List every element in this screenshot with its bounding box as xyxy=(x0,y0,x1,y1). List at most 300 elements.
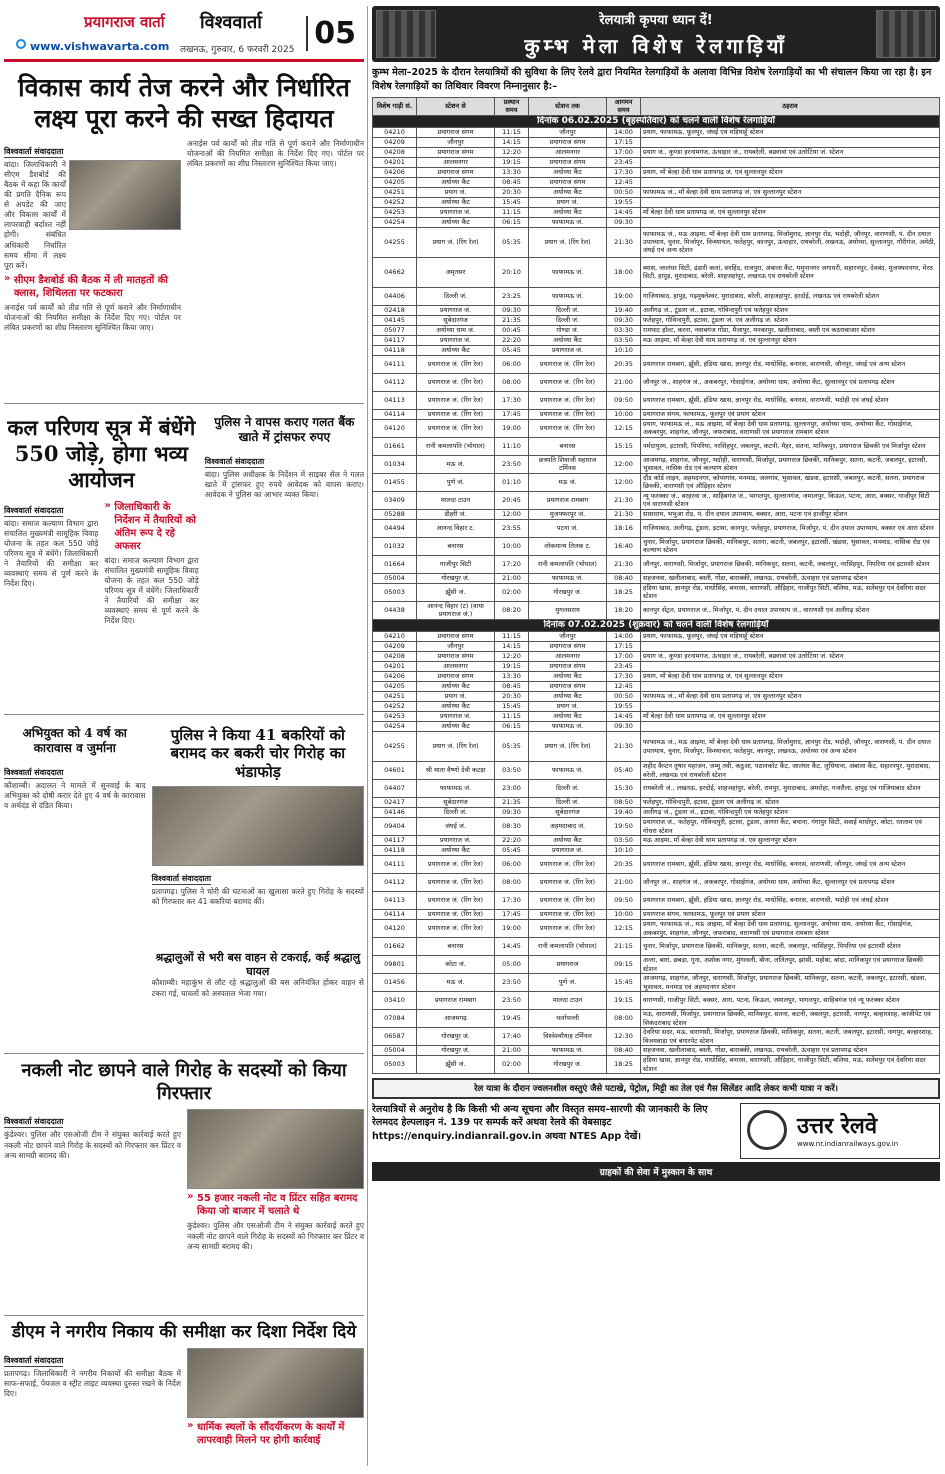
stoppages xyxy=(641,197,940,207)
column-divider xyxy=(367,6,368,1466)
globe-icon xyxy=(16,39,26,49)
arrival-time: 15:45 xyxy=(607,974,641,992)
to-station: बनारस xyxy=(529,437,607,455)
from-station: प्रयागराज जं. xyxy=(417,305,495,315)
from-station: प्रयागराज संगम xyxy=(417,167,495,177)
arrival-time: 12:00 xyxy=(607,473,641,491)
from-station: प्रयागराज जं. xyxy=(417,836,495,846)
northern-railway-logo xyxy=(740,1103,940,1159)
arrival-time: 19:00 xyxy=(607,287,641,305)
stoppages: चुनार, मिर्जापुर, प्रयागराज छिवकी, मानिकपुर, सतना, कटनी, जबलपुर, नरसिंहपुर, पिपरिया एवं इटारसी स्टेशन xyxy=(641,938,940,956)
arrival-time: 03:30 xyxy=(607,325,641,335)
from-station: प्रयागराज जं. (रिंग रेल) xyxy=(417,373,495,391)
train-number: 04253 xyxy=(373,207,417,217)
train-row xyxy=(373,519,940,537)
departure-time: 09:30 xyxy=(495,808,529,818)
to-station: अयोध्या कैंट xyxy=(529,335,607,345)
from-station: कोटा जं. xyxy=(417,956,495,974)
train-row xyxy=(373,1028,940,1046)
train-row xyxy=(373,167,940,177)
page-number: 05 xyxy=(306,16,356,51)
stoppages: प्रयागराज रामबाग, झूँसी, हंडिया खास, ज्ञानपुर रोड, माधोसिंह, बनारस, वाराणसी, जौनपुर, जंघई एवं अन्य स्टेशन xyxy=(641,856,940,874)
train-number: 04114 xyxy=(373,910,417,920)
train-number: 04120 xyxy=(373,920,417,938)
kumbh-title: कुम्भ मेला विशेष रेलगाड़ियाँ xyxy=(524,34,788,58)
departure-time: 23:00 xyxy=(495,780,529,798)
arrival-time: 10:10 xyxy=(607,345,641,355)
train-row xyxy=(373,197,940,207)
to-station: दिल्ली जं. xyxy=(529,315,607,325)
stoppages: अलीगढ़ जं., टूंडला जं., इटावा, गोविन्दपुरी एवं फतेहपुर स्टेशन xyxy=(641,305,940,315)
arrival-time: 17:15 xyxy=(607,137,641,147)
train-number: 04208 xyxy=(373,652,417,662)
from-station: प्रयागराज जं. (रिंग रेल) xyxy=(417,856,495,874)
arrival-time: 21:00 xyxy=(607,874,641,892)
departure-time: 08:45 xyxy=(495,682,529,692)
from-station: गाजीपुर सिटी xyxy=(417,555,495,573)
brand-vishwavarta: विश्ववार्ता xyxy=(200,12,262,33)
arrival-time: 08:40 xyxy=(607,573,641,583)
story4-headline: अभियुक्त को 4 वर्ष का कारावास व जुर्माना xyxy=(22,725,127,755)
train-row xyxy=(373,345,940,355)
departure-time: 17:30 xyxy=(495,892,529,910)
review-meeting-photo xyxy=(187,1348,364,1418)
train-row xyxy=(373,856,940,874)
stoppages: प्रयाग जं., कुण्डा हरनामगंज, ऊंचाहार जं., रायबरेली, बछरावां एवं उतरेटिया जं. स्टेशन xyxy=(641,652,940,662)
stoppages: प्रयागराज संगम, फाफामऊ, फूलपुर एवं प्रयाग स्टेशन xyxy=(641,409,940,419)
stoppages: फाफामऊ जं., माँ बेल्हा देवी धाम प्रतापगढ़ जं. एवं सुल्तानपुर स्टेशन xyxy=(641,692,940,702)
from-station: प्रयागराज जं. xyxy=(417,335,495,345)
departure-time: 22:20 xyxy=(495,335,529,345)
arrival-time: 18:25 xyxy=(607,583,641,601)
departure-time: 23:25 xyxy=(495,287,529,305)
from-station: अयोध्या कैंट xyxy=(417,682,495,692)
story1-byline: विश्ववार्ता संवाददाता xyxy=(4,146,64,156)
departure-time: 17:45 xyxy=(495,910,529,920)
stoppages: रामघाट हॉल्ट, करना, नवाबगंज गोंडा, मैजापुर, मनकापुर, खलीलाबाद, बस्ती एवं कठराबाजार स्टेशन xyxy=(641,325,940,335)
train-number: 04117 xyxy=(373,335,417,345)
train-number: 03409 xyxy=(373,491,417,509)
from-station: प्रयागराज संगम xyxy=(417,632,495,642)
train-row xyxy=(373,956,940,974)
train-number: 04205 xyxy=(373,177,417,187)
arrival-time: 03:50 xyxy=(607,836,641,846)
train-row xyxy=(373,537,940,555)
from-station: जौनपुर xyxy=(417,137,495,147)
stoppages: गाजियाबाद, अलीगढ़, टूंडला, इटावा, कानपुर, फतेहपुर, प्रयागराज, मिर्जापुर, पं. दीन दयाल उपाध्याय, बक्सर एवं आरा स्टेशन xyxy=(641,519,940,537)
train-number: 04206 xyxy=(373,672,417,682)
to-station: प्रयागराज जं. (रिंग रेल) xyxy=(529,910,607,920)
departure-time: 05:45 xyxy=(495,345,529,355)
train-number: 01662 xyxy=(373,938,417,956)
from-station: झूँसी जं. xyxy=(417,583,495,601)
arrival-time: 12:15 xyxy=(607,419,641,437)
to-station: अयोध्या कैंट xyxy=(529,692,607,702)
departure-time: 05:35 xyxy=(495,732,529,762)
story1-pullquote: » सीएम डैशबोर्ड की बैठक में ली मातहतों की क्लास, शिथिलता पर फटकारा xyxy=(4,271,181,303)
from-station: प्रयाग जं. xyxy=(417,692,495,702)
departure-time: 12:20 xyxy=(495,147,529,157)
from-station: प्रयागराज संगम xyxy=(417,127,495,137)
story7-pullquote: » 55 हजार नकली नोट व प्रिंटर सहित बरामद किया जो बाजार में चलाते थे xyxy=(187,1189,364,1221)
arrival-time: 19:50 xyxy=(607,818,641,836)
stoppages: प्रयाग, फाफामऊ, फूलपुर, जंघई एवं मड़ियाहूँ स्टेशन xyxy=(641,632,940,642)
train-number: 04201 xyxy=(373,662,417,672)
train-number: 04201 xyxy=(373,157,417,167)
train-number: 02417 xyxy=(373,798,417,808)
to-station: फाफामऊ जं. xyxy=(529,1046,607,1056)
train-number: 04252 xyxy=(373,702,417,712)
stoppages: शहीद कैप्टन तुषार महाजन, जम्मू तवी, कठुआ, पठानकोट कैंट, जालंधर कैंट, लुधियाना, अंबाला कैंट, सहारनपुर, मुरादाबाद, बरेली, लखनऊ एवं रायबरेली स्टेशन xyxy=(641,762,940,780)
from-station: प्रयागराज संगम xyxy=(417,652,495,662)
arrival-time: 20:35 xyxy=(607,355,641,373)
arrival-time: 12:45 xyxy=(607,177,641,187)
to-station: फाफामऊ जं. xyxy=(529,257,607,287)
train-number: 04255 xyxy=(373,732,417,762)
safety-notice: रेल यात्रा के दौरान ज्वलनशील वस्तुएं जैसे पटाखे, पेट्रोल, मिट्टी का तेल एवं गैस सिलेंडर आदि लेकर कभी यात्रा न करें। xyxy=(372,1078,940,1099)
train-number: 04111 xyxy=(373,856,417,874)
train-number: 01455 xyxy=(373,473,417,491)
train-row xyxy=(373,702,940,712)
departure-time: 05:00 xyxy=(495,956,529,974)
departure-time: 11:15 xyxy=(495,712,529,722)
train-row xyxy=(373,662,940,672)
departure-time: 08:00 xyxy=(495,874,529,892)
to-station: प्रयागराज जं. (रिंग रेल) xyxy=(529,892,607,910)
train-number: 04205 xyxy=(373,682,417,692)
train-row xyxy=(373,207,940,217)
to-station: अयोध्या कैंट xyxy=(529,712,607,722)
logo-url[interactable]: www.nr.indianrailways.gov.in xyxy=(797,1140,899,1149)
dateline: लखनऊ, गुरुवार, 6 फरवरी 2025 xyxy=(180,45,295,55)
from-station: प्रयागराज जं. xyxy=(417,712,495,722)
stoppages: मऊ आइमा, माँ बेल्हा देवी धाम प्रतापगढ़ जं. एवं सुल्तानपुर स्टेशन xyxy=(641,335,940,345)
arrival-time: 10:00 xyxy=(607,409,641,419)
divider xyxy=(4,1315,364,1316)
train-row xyxy=(373,555,940,573)
to-station: अयोध्या कैंट xyxy=(529,167,607,177)
from-station: अयोध्या कैंट xyxy=(417,177,495,187)
stoppages: मऊ आइमा, माँ बेल्हा देवी धाम प्रतापगढ़ जं. एवं सुल्तानपुर स्टेशन xyxy=(641,836,940,846)
to-station: रानी कमलापति (भोपाल) xyxy=(529,555,607,573)
to-station: प्रयाग जं. xyxy=(529,702,607,712)
from-station: रानी कमलापति (भोपाल) xyxy=(417,437,495,455)
train-number: 03410 xyxy=(373,992,417,1010)
to-station: अयोध्या कैंट xyxy=(529,672,607,682)
from-station: गोरखपुर जं. xyxy=(417,1046,495,1056)
to-station: प्रयागराज जं. (रिंग रेल) xyxy=(529,419,607,437)
stoppages xyxy=(641,137,940,147)
stoppages xyxy=(641,682,940,692)
train-row xyxy=(373,920,940,938)
to-station: चर्लापल्ली xyxy=(529,1010,607,1028)
arrival-time: 14:45 xyxy=(607,207,641,217)
arrival-time: 19:40 xyxy=(607,808,641,818)
train-number: 02418 xyxy=(373,305,417,315)
logo-name: उत्तर रेलवे xyxy=(797,1113,878,1140)
train-number: 04120 xyxy=(373,419,417,437)
story1-headline: विकास कार्य तेज करने और निर्धारित लक्ष्य पूरा करने की सख्त हिदायत xyxy=(18,73,350,134)
train-row xyxy=(373,892,940,910)
train-number: 04255 xyxy=(373,227,417,257)
to-station: आलमनगर xyxy=(529,147,607,157)
story3-headline: पुलिस ने वापस कराए गलत बैंक खाते में ट्रांसफर रुपए xyxy=(214,414,355,444)
from-station: प्रयाग जं. (रिंग रेल) xyxy=(417,732,495,762)
to-station: रानी कमलापति (भोपाल) xyxy=(529,938,607,956)
stoppages: हंडिया खास, ज्ञानपुर रोड, माधोसिंह, बनारस, वाराणसी, औड़िहार, गाजीपुर सिटी, बलिया, मऊ, सलेमपुर एवं देवरिया सदर स्टेशन xyxy=(641,1056,940,1074)
story8-pullquote: » धार्मिक स्थलों के सौंदर्यीकरण के कार्यों में लापरवाही मिलने पर होगी कार्रवाई xyxy=(187,1418,364,1450)
train-number: 04210 xyxy=(373,127,417,137)
train-row xyxy=(373,836,940,846)
stoppages: हंडिया खास, ज्ञानपुर रोड, माधोसिंह, बनारस, वाराणसी, औड़िहार, गाजीपुर सिटी, बलिया, मऊ, सलेमपुर एवं देवरिया सदर स्टेशन xyxy=(641,583,940,601)
from-station: मऊ जं. xyxy=(417,974,495,992)
train-row xyxy=(373,583,940,601)
train-number: 01034 xyxy=(373,455,417,473)
train-number: 04494 xyxy=(373,519,417,537)
stoppages: जौनपुर जं., शाहगंज जं., अकबरपुर, गोसाईगंज, अयोध्या धाम, अयोध्या कैंट, सुल्तानपुर एवं प्रतापगढ़ स्टेशन xyxy=(641,373,940,391)
col-to: स्टेशन तक xyxy=(529,97,607,115)
train-number: 01032 xyxy=(373,537,417,555)
from-station: अयोध्या धाम जं. xyxy=(417,325,495,335)
railway-intro: कुम्भ मेला–2025 के दौरान रेलयात्रियों की सुविधा के लिए रेलवे द्वारा नियमित रेलगाड़ियों के अलावा विभिन्न विशेष रेलगाड़ियों का भी संचालन किया जा रहा है। इन विशेष रेलगाड़ियों का तिथिवार विवरण निम्नानुसार है:– xyxy=(372,67,932,92)
to-station: जौनपुर xyxy=(529,632,607,642)
from-station: प्रयागराज जं. xyxy=(417,207,495,217)
railway-emblem-icon xyxy=(747,1110,787,1150)
train-row xyxy=(373,601,940,619)
story5-body: प्रतापगढ़। पुलिस ने चोरी की घटनाओं का खुलासा करते हुए गिरोह के सदस्यों को गिरफ्तार कर 41 बकरियां बरामद कीं। xyxy=(151,886,364,906)
departure-time: 21:00 xyxy=(495,573,529,583)
train-number: 04111 xyxy=(373,355,417,373)
from-station: प्रयागराज जं. (रिंग रेल) xyxy=(417,920,495,938)
story5-headline: पुलिस ने किया 41 बकरियों को बरामद कर बकरी चोर गिरोह का भंडाफोड़ xyxy=(170,725,346,782)
to-station: पटना जं. xyxy=(529,519,607,537)
train-row xyxy=(373,409,940,419)
train-number: 04662 xyxy=(373,257,417,287)
train-number: 05004 xyxy=(373,1046,417,1056)
departure-time: 19:45 xyxy=(495,1010,529,1028)
train-number: 01456 xyxy=(373,974,417,992)
arrival-time: 16:40 xyxy=(607,537,641,555)
to-station: प्रयागराज संगम xyxy=(529,177,607,187)
arrival-time: 19:15 xyxy=(607,992,641,1010)
departure-time: 03:50 xyxy=(495,762,529,780)
from-station: मालदा टाउन xyxy=(417,491,495,509)
to-station: प्रयाग जं. xyxy=(529,197,607,207)
arrival-time: 17:30 xyxy=(607,167,641,177)
train-row xyxy=(373,419,940,437)
departure-time: 09:30 xyxy=(495,305,529,315)
train-number: 05077 xyxy=(373,325,417,335)
train-row xyxy=(373,287,940,305)
to-station: प्रयागराज संगम xyxy=(529,682,607,692)
from-station: डीहरी जं. xyxy=(417,509,495,519)
to-station: फाफामऊ जं. xyxy=(529,762,607,780)
from-station: प्रयागराज जं. (रिंग रेल) xyxy=(417,419,495,437)
departure-time: 20:10 xyxy=(495,257,529,287)
to-station: मुगलसराय xyxy=(529,601,607,619)
departure-time: 23:50 xyxy=(495,455,529,473)
departure-time: 11:15 xyxy=(495,127,529,137)
from-station: सुबेदारगंज xyxy=(417,315,495,325)
from-station: जौनपुर xyxy=(417,642,495,652)
story4-byline: विश्ववार्ता संवाददाता xyxy=(4,767,64,777)
train-row xyxy=(373,712,940,722)
to-station: अहमदाबाद जं. xyxy=(529,818,607,836)
story2-headline: कल परिणय सूत्र में बंधेंगे 550 जोड़े, होगा भव्य आयोजन xyxy=(7,414,196,493)
train-number: 04206 xyxy=(373,167,417,177)
train-row xyxy=(373,455,940,473)
departure-time: 19:00 xyxy=(495,920,529,938)
from-station: प्रयागराज जं. (रिंग रेल) xyxy=(417,874,495,892)
stoppages: फतेहपुर, गोविन्दपुरी, इटावा, टूंडला जं. एवं अलीगढ़ जं. स्टेशन xyxy=(641,315,940,325)
stoppages: फाफामऊ जं., मऊ आइमा, माँ बेल्हा देवी धाम प्रतापगढ़, मिर्जामुराद, ज्ञानपुर रोड, भदोही, जौनपुर, वाराणसी, पं. दीन दयाल उपाध्याय, चुनार, मिर्जापुर, विन्ध्याचल, फतेहपुर, कानपुर, लखनऊ, अयोध्या एवं अन्य स्टेशन xyxy=(641,732,940,762)
train-number: 04601 xyxy=(373,762,417,780)
train-row xyxy=(373,780,940,798)
story8-headline: डीएम ने नगरीय निकाय की समीक्षा कर दिशा निर्देश दिये xyxy=(11,1322,357,1343)
story1-body-cont: अनाईस पर्व कार्यों को तीव्र गति से पूर्ण कराने और निर्माणाधीन योजनाओं की नियमित समीक्षा के निर्देश दिए गए। पोर्टल पर लंबित प्रकरणों का शीघ्र निस्तारण सुनिश्चित किया जाए। xyxy=(4,302,181,333)
train-number: 01661 xyxy=(373,437,417,455)
arrival-time: 09:15 xyxy=(607,956,641,974)
notice-heading: रेलयात्री कृपया ध्यान दें! xyxy=(599,13,713,28)
train-row xyxy=(373,325,940,335)
to-station: दिल्ली जं. xyxy=(529,780,607,798)
train-number: 04113 xyxy=(373,391,417,409)
stoppages: अलीगढ़ जं., टूंडला जं., इटावा, गोविन्दपुरी एवं फतेहपुर स्टेशन xyxy=(641,808,940,818)
train-row xyxy=(373,1046,940,1056)
story6-body: कौशाम्बी। महाकुंभ से लौट रहे श्रद्धालुओं की बस अनियंत्रित होकर वाहन से टकरा गई, घायलों को अस्पताल भेजा गया। xyxy=(151,978,364,998)
to-station: सुबेदारगंज xyxy=(529,808,607,818)
arrival-time: 21:15 xyxy=(607,938,641,956)
story7-byline: विश्ववार्ता संवाददाता xyxy=(4,1117,64,1127)
departure-time: 23:55 xyxy=(495,519,529,537)
train-row xyxy=(373,874,940,892)
train-row xyxy=(373,818,940,836)
stoppages: आजमगढ़, शाहगंज, जौनपुर, वाराणसी, मिर्जापुर, प्रयागराज छिवकी, मानिकपुर, सतना, कटनी, जबलपुर, इटारसी, खंडवा, भुसावल, मनमाड एवं अहमदनगर स्टेशन xyxy=(641,974,940,992)
to-station: प्रयागराज संगम xyxy=(529,642,607,652)
stoppages: वाराणसी, गाजीपुर सिटी, बक्सर, आरा, पटना, किऊल, जमालपुर, भागलपुर, साहिबगंज एवं न्यू फरक्का स्टेशन xyxy=(641,992,940,1010)
from-station: अयोध्या कैंट xyxy=(417,702,495,712)
from-station: मऊ जं. xyxy=(417,455,495,473)
news-column xyxy=(4,6,364,1466)
arrival-time: 08:40 xyxy=(607,1046,641,1056)
to-station: प्रयागराज जं. (रिंग रेल) xyxy=(529,355,607,373)
from-station: आजमगढ़ xyxy=(417,1010,495,1028)
story5-byline: विश्ववार्ता संवाददाता xyxy=(151,873,212,883)
stoppages xyxy=(641,846,940,856)
departure-time: 11:15 xyxy=(495,207,529,217)
train-row xyxy=(373,177,940,187)
stoppages xyxy=(641,217,940,227)
meeting-photo xyxy=(69,160,181,230)
train-number: 04251 xyxy=(373,692,417,702)
train-row xyxy=(373,305,940,315)
from-station: आलमनगर xyxy=(417,157,495,167)
train-number: 04210 xyxy=(373,632,417,642)
stoppages: प्रयागराज जं., फतेहपुर, गोविन्दपुरी, इटावा, टूंडला, आगरा कैंट, बयाना, गंगापुर सिटी, सवाई माधोपुर, कोटा, रतलाम एवं गोधरा स्टेशन xyxy=(641,818,940,836)
stoppages xyxy=(641,642,940,652)
train-row xyxy=(373,157,940,167)
to-station: जौनपुर xyxy=(529,127,607,137)
train-row xyxy=(373,391,940,409)
to-station: दिल्ली जं. xyxy=(529,305,607,315)
stoppages xyxy=(641,662,940,672)
to-station: मालदा टाउन xyxy=(529,992,607,1010)
arrival-time: 21:30 xyxy=(607,732,641,762)
from-station: बनारस xyxy=(417,537,495,555)
arrival-time: 19:55 xyxy=(607,197,641,207)
to-station: गोण्डा जं. xyxy=(529,325,607,335)
arrival-time: 17:00 xyxy=(607,147,641,157)
departure-time: 20:45 xyxy=(495,491,529,509)
arrival-time: 21:30 xyxy=(607,509,641,519)
departure-time: 21:35 xyxy=(495,798,529,808)
to-station: पुणे जं. xyxy=(529,974,607,992)
stoppages: प्रयाग, माँ बेल्हा देवी धाम प्रतापगढ़ जं. एवं सुल्तानपुर स्टेशन xyxy=(641,672,940,682)
story2-body: बांदा। समाज कल्याण विभाग द्वारा संचालित मुख्यमंत्री सामूहिक विवाह योजना के तहत कल 550 जोड़े परिणय सूत्र में बंधेंगे। जिलाधिकारी ने तैयारियों की समीक्षा कर व्यवस्थाएं समय से पूर्ण करने के निर्देश दिए। xyxy=(4,518,99,589)
col-stops: ठहराव xyxy=(641,97,940,115)
to-station: अयोध्या कैंट xyxy=(529,836,607,846)
departure-time: 13:30 xyxy=(495,167,529,177)
counterfeit-photo xyxy=(187,1109,364,1189)
train-number: 06587 xyxy=(373,1028,417,1046)
to-station: प्रयागराज जं. (रिंग रेल) xyxy=(529,856,607,874)
divider xyxy=(4,714,364,715)
to-station: अयोध्या कैंट xyxy=(529,207,607,217)
stoppages: सहजनवा, खलीलाबाद, बस्ती, गोंडा, बाराबंकी, लखनऊ, रायबरेली, ऊंचाहार एवं प्रतापगढ़ स्टेशन xyxy=(641,1046,940,1056)
train-row xyxy=(373,491,940,509)
stoppages: फतेहपुर, गोविन्दपुरी, इटावा, टूंडला एवं अलीगढ़ जं. स्टेशन xyxy=(641,798,940,808)
stoppages: प्रयाग, फाफामऊ, फूलपुर, जंघई एवं मड़ियाहूँ स्टेशन xyxy=(641,127,940,137)
departure-time: 08:20 xyxy=(495,601,529,619)
arrival-time: 09:30 xyxy=(607,315,641,325)
departure-time: 02:00 xyxy=(495,583,529,601)
arrival-time: 20:35 xyxy=(607,856,641,874)
table-header-row xyxy=(373,97,940,115)
train-row xyxy=(373,808,940,818)
stoppages: जौनपुर, वाराणसी, मिर्जापुर, प्रयागराज छिवकी, मानिकपुर, सतना, कटनी, जबलपुर, नरसिंहपुर, पिपरिया एवं इटारसी स्टेशन xyxy=(641,555,940,573)
divider xyxy=(4,1053,364,1054)
from-station: सुबेदारगंज xyxy=(417,798,495,808)
slogan: ग्राहकों की सेवा में मुस्कान के साथ xyxy=(372,1162,940,1181)
train-row xyxy=(373,1010,940,1028)
from-station: प्रयाग जं. xyxy=(417,187,495,197)
arrival-time: 21:00 xyxy=(607,373,641,391)
train-row xyxy=(373,335,940,345)
to-station: मऊ जं. xyxy=(529,473,607,491)
train-row xyxy=(373,473,940,491)
story3-body: बांदा। पुलिस अधीक्षक के निर्देशन में साइबर सेल ने गलत खाते में ट्रांसफर हुए रुपये आवेदक को वापस कराए। आवेदक ने पुलिस का आभार व्यक्त किया। xyxy=(204,469,364,500)
train-number: 04406 xyxy=(373,287,417,305)
stoppages: प्रयागराज रामबाग, झूँसी, हंडिया खास, ज्ञानपुर रोड, माधोसिंह, बनारस, वाराणसी, जौनपुर, जंघई एवं अन्य स्टेशन xyxy=(641,355,940,373)
departure-time: 19:00 xyxy=(495,419,529,437)
departure-time: 05:45 xyxy=(495,846,529,856)
from-station: अयोध्या कैंट xyxy=(417,345,495,355)
stoppages: प्रयाग जं., कुण्डा हरनामगंज, ऊंचाहार जं., रायबरेली, बछरावां एवं उतरेटिया जं. स्टेशन xyxy=(641,147,940,157)
train-row xyxy=(373,910,940,920)
stoppages: न्यू फरक्का जं., बरहरवा जं., साहिबगंज जं., भागलपुर, सुल्तानगंज, जमालपुर, किऊल, पटना, आरा, बक्सर, गाजीपुर सिटी एवं वाराणसी स्टेशन xyxy=(641,491,940,509)
to-station: आलमनगर xyxy=(529,652,607,662)
website-link[interactable]: www.vishwavarta.com xyxy=(30,40,170,53)
from-station: अयोध्या कैंट xyxy=(417,722,495,732)
story8-body: प्रतापगढ़। जिलाधिकारी ने नगरीय निकायों की समीक्षा बैठक में साफ-सफाई, पेयजल व स्ट्रीट लाइट व्यवस्था दुरुस्त रखने के निर्देश दिए। xyxy=(4,1368,181,1398)
to-station: प्रयागराज संगम xyxy=(529,157,607,167)
departure-time: 17:45 xyxy=(495,409,529,419)
stoppages: आजमगढ़, शाहगंज, जौनपुर, भदोही, वाराणसी, मिर्जापुर, प्रयागराज छिवकी, मानिकपुर, सतना, कटनी, जबलपुर, इटारसी, भुसावल, नासिक रोड एवं कल्याण स्टेशन xyxy=(641,455,940,473)
train-row xyxy=(373,672,940,682)
train-number: 04407 xyxy=(373,780,417,798)
arrival-time: 14:00 xyxy=(607,632,641,642)
from-station: प्रयागराज जं. (रिंग रेल) xyxy=(417,892,495,910)
